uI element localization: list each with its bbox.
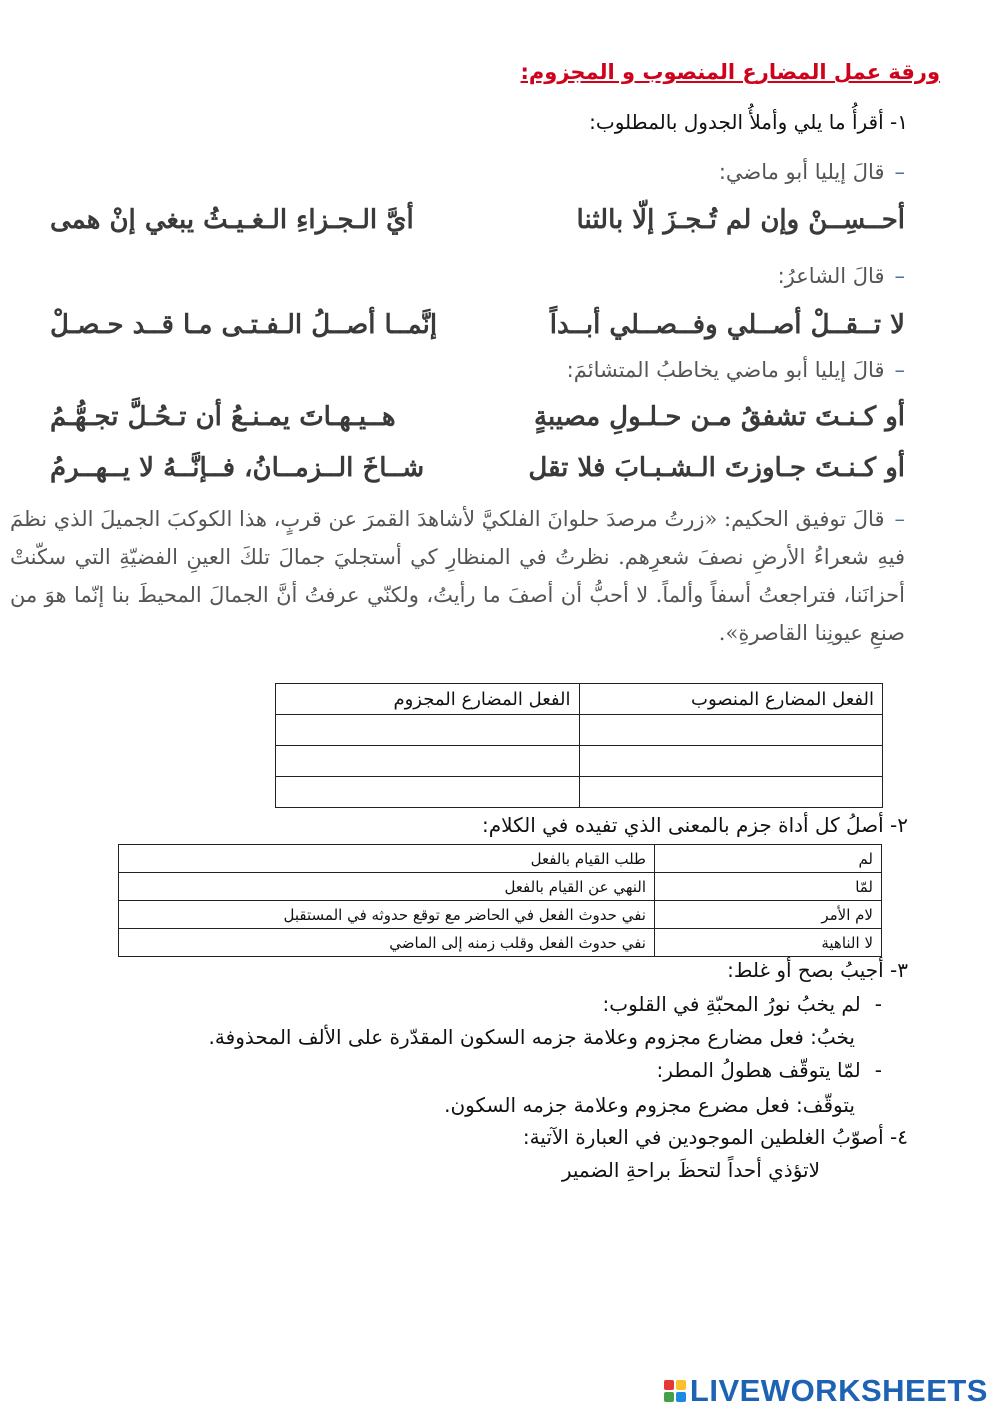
intro-line-1: [719, 160, 905, 184]
jazm-tool[interactable]: لا الناهية: [655, 929, 882, 957]
true-false-item-1: [603, 992, 882, 1016]
dash-marker: –: [894, 358, 905, 382]
logo-grid-icon: [664, 1380, 686, 1402]
bullet: -: [874, 992, 882, 1016]
answer-cell-mansub[interactable]: [579, 715, 883, 746]
logo-square: [664, 1380, 674, 1390]
matching-row: [119, 845, 882, 873]
dash-marker: –: [894, 160, 905, 184]
jazm-tool[interactable]: لم: [655, 845, 882, 873]
item-text: لمّا يتوقّف هطولُ المطر:: [656, 1058, 861, 1082]
question-4-label: ٤- أصوّبُ الغلطين الموجودين في العبارة الآتية:: [522, 1125, 908, 1149]
answer-cell-majzum[interactable]: [276, 746, 580, 777]
column-mansub-header: الفعل المضارع المنصوب: [579, 684, 883, 715]
verbs-table: [275, 683, 883, 808]
verse-2-left: إنَّمــا أصــلُ الـفـتـى مـا قــد حـصـلْ: [50, 310, 438, 340]
sentence-to-correct: لاتؤذي أحداً لتحظَ براحةِ الضمير: [561, 1158, 820, 1182]
answer-cell-majzum[interactable]: [276, 715, 580, 746]
jazm-meaning[interactable]: النهي عن القيام بالفعل: [119, 873, 655, 901]
bullet: -: [874, 1058, 882, 1082]
verse-2-right: لا تــقــلْ أصــلي وفــصــلي أبــداً: [549, 310, 905, 340]
jazm-tool[interactable]: لمّا: [655, 873, 882, 901]
true-false-statement-1: يخبُ: فعل مضارع مجزوم وعلامة جزمه السكون المقدّرة على الألف المحذوفة.: [208, 1025, 855, 1049]
logo-square: [676, 1392, 686, 1402]
verse-3-right: أو كـنـتَ تشفقُ مـن حـلـولِ مصيبةٍ: [534, 402, 905, 432]
intro-text: قالَ إيليا أبو ماضي يخاطبُ المتشائمَ:: [566, 358, 885, 382]
worksheet-title: ورقة عمل المضارع المنصوب و المجزوم:: [520, 60, 940, 84]
intro-text: قالَ إيليا أبو ماضي:: [718, 160, 885, 184]
logo-square: [664, 1392, 674, 1402]
intro-text: قالَ الشاعرُ:: [777, 264, 885, 288]
item-text: لم يخبُ نورُ المحبّةِ في القلوب:: [602, 992, 861, 1016]
answer-cell-mansub[interactable]: [579, 746, 883, 777]
jazm-tool[interactable]: لام الأمر: [655, 901, 882, 929]
verse-1-left: أيَّ الـجـزاءِ الـغـيـثُ يبغي إنْ همى: [50, 205, 414, 235]
matching-row: [119, 929, 882, 957]
liveworksheets-logo: [664, 1373, 988, 1409]
matching-row: [119, 873, 882, 901]
answer-cell-mansub[interactable]: [579, 777, 883, 808]
matching-row: [119, 901, 882, 929]
true-false-statement-2: يتوقّف: فعل مضرع مجزوم وعلامة جزمه السكون.: [444, 1093, 855, 1117]
jazm-meaning[interactable]: نفي حدوث الفعل في الحاضر مع توقع حدوثه في المستقبل: [119, 901, 655, 929]
true-false-item-2: [657, 1058, 882, 1082]
verse-1-right: أحــسِــنْ وإن لم تُـجـزَ إلّا بالثنا: [576, 205, 905, 235]
brand-name: LIVEWORKSHEETS: [689, 1373, 988, 1408]
verse-4-left: شــاخَ الــزمــانُ، فــإنَّــهُ لا يــهــرمُ: [50, 453, 425, 483]
question-2-label: ٢- أصلُ كل أداة جزم بالمعنى الذي تفيده في الكلام:: [482, 813, 908, 837]
column-majzum-header: الفعل المضارع المجزوم: [276, 684, 580, 715]
question-3-label: ٣- أجيبُ بصح أو غلط:: [727, 958, 908, 982]
matching-table: [118, 844, 882, 957]
question-1-label: ١- أقرأُ ما يلي وأملأُ الجدول بالمطلوب:: [589, 110, 908, 134]
jazm-meaning[interactable]: طلب القيام بالفعل: [119, 845, 655, 873]
logo-square: [676, 1380, 686, 1390]
intro-line-2: [778, 264, 905, 288]
prose-quote: [10, 500, 905, 652]
dash-marker: –: [894, 264, 905, 288]
answer-cell-majzum[interactable]: [276, 777, 580, 808]
verse-4-right: أو كـنـتَ جـاوزتَ الـشـبـابَ فلا تقل: [528, 453, 905, 483]
jazm-meaning[interactable]: نفي حدوث الفعل وقلب زمنه إلى الماضي: [119, 929, 655, 957]
intro-line-3: [567, 358, 905, 382]
verse-3-left: هــيـهـاتَ يمـنـعُ أن تـحُـلَّ تجـهُّـمُ: [50, 402, 396, 432]
prose-text: قالَ توفيق الحكيم: «زرتُ مرصدَ حلوانَ الفلكيَّ لأشاهدَ القمرَ عن قربٍ، هذا الكوكبَ الجميلَ الذي نظمَ فيهِ شعراءُ الأرضِ نصفَ شعرِهم. نظرتُ في المنظارِ كي أستجليَ جمالَ تلكَ العينِ الفضيّةِ التي سكّنتْ أحزانَنا، فتراجعتُ أسفاً وألماً. لا أحبُّ أن أصفَ ما رأيتُ، ولكنّي عرفتُ أنَّ الجمالَ المحيطَ بنا إنّما هوَ من صنعِ عيونِنا القاصرةِ».: [10, 507, 905, 645]
dash-marker: –: [894, 507, 905, 531]
